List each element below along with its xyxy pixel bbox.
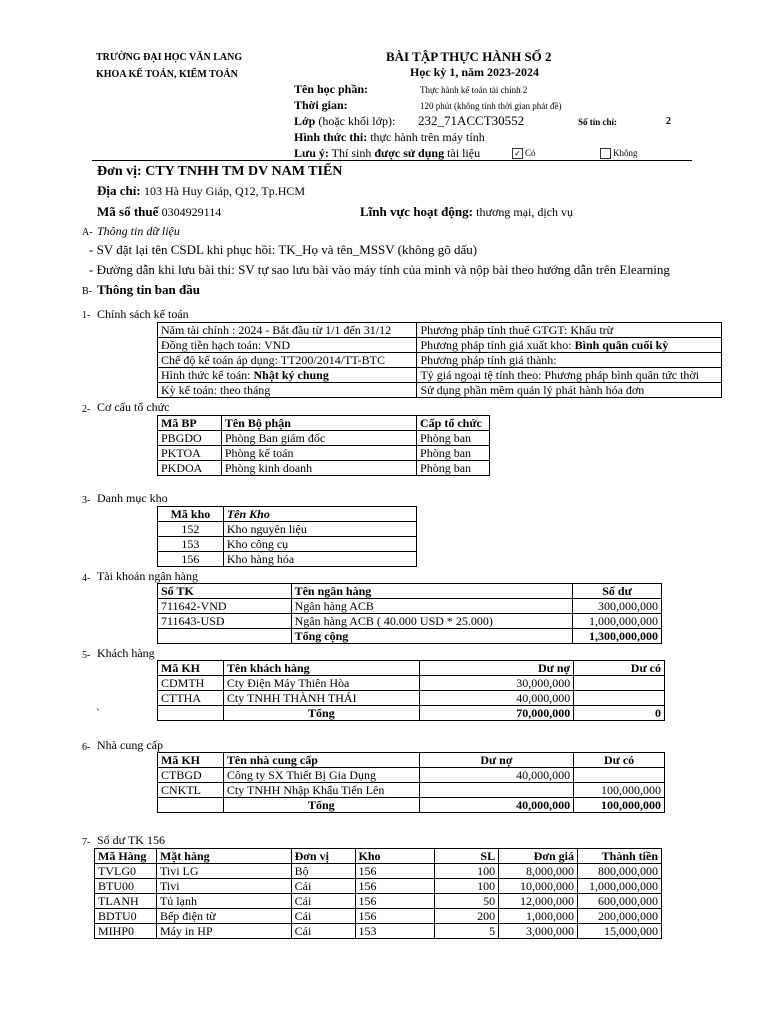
table-row [158, 676, 665, 691]
cell: Tủ lạnh [156, 894, 291, 909]
cell: Cái [291, 909, 355, 924]
total-credit: 0 [574, 706, 665, 721]
option-no-label: Không [613, 148, 638, 158]
cell: 711643-USD [158, 614, 292, 629]
total-credit: 100,000,000 [574, 798, 665, 813]
note-label: Lưu ý: [294, 146, 329, 160]
cell [158, 629, 292, 644]
cell: Máy in HP [156, 924, 291, 939]
class-label: Lớp [294, 114, 316, 128]
table-row [95, 909, 662, 924]
cell [158, 798, 224, 813]
cell: 100 [435, 879, 499, 894]
inventory-table [94, 848, 662, 939]
col-header: Tên ngân hàng [291, 584, 572, 599]
cell: Kho nguyên liệu [223, 522, 416, 537]
col-header: Tên Bộ phận [221, 416, 416, 431]
table-row [95, 894, 662, 909]
cell: 200 [435, 909, 499, 924]
table-row [158, 783, 665, 798]
s1-title: Chính sách kế toán [97, 307, 189, 321]
table-row [158, 431, 490, 446]
total-debit: 70,000,000 [419, 706, 574, 721]
customer-table [157, 660, 665, 721]
total-label: Tổng [223, 798, 419, 813]
cell: Cái [291, 924, 355, 939]
cell: 10,000,000 [499, 879, 578, 894]
cell: BTU00 [95, 879, 157, 894]
org-structure-table [157, 415, 490, 476]
cell: Cty Điện Máy Thiên Hòa [223, 676, 419, 691]
cell: 1,000,000 [499, 909, 578, 924]
note-post: tài liệu [447, 146, 481, 160]
s7-title: Số dư TK 156 [97, 833, 165, 847]
s3-num: 3- [82, 495, 91, 506]
note-line [294, 146, 480, 161]
exam-title: BÀI TẬP THỰC HÀNH SỐ 2 [386, 49, 552, 64]
table-row [158, 691, 665, 706]
cell: CDMTH [158, 676, 224, 691]
cell: CTBGD [158, 768, 224, 783]
cell: 300,000,000 [573, 599, 662, 614]
cell: Cái [291, 894, 355, 909]
table-row [158, 614, 662, 629]
cell: MIHP0 [95, 924, 157, 939]
table-header-row [158, 416, 490, 431]
cell: 40,000,000 [419, 691, 574, 706]
cell: Kho công cụ [223, 537, 416, 552]
cell: CTTHA [158, 691, 224, 706]
cell [574, 691, 665, 706]
s6-num: 6- [82, 742, 91, 753]
table-row [158, 338, 722, 353]
cell: PKDOA [158, 461, 222, 476]
table-total-row [158, 629, 662, 644]
cell: 1,000,000,000 [577, 879, 661, 894]
section-b-title: Thông tin ban đầu [97, 282, 200, 297]
accounting-policy-table [157, 322, 722, 398]
policy-label: Phương pháp tính giá xuất kho: [420, 338, 575, 352]
cell: Phòng kế toán [221, 446, 416, 461]
table-row [158, 461, 490, 476]
format-value: thực hành trên máy tính [370, 130, 485, 144]
table-header-row [158, 507, 417, 522]
col-header: Dư nợ [419, 753, 573, 768]
col-header: Đơn giá [499, 849, 578, 864]
cell: Ngân hàng ACB [291, 599, 572, 614]
col-header: Dư nợ [419, 661, 574, 676]
tax-label: Mã số thuế [97, 204, 159, 219]
cell: Bếp điện từ [156, 909, 291, 924]
cell: 40,000,000 [419, 768, 573, 783]
policy-cell: Phương pháp tính thuế GTGT: Khấu trừ [417, 323, 722, 338]
note-pre: Thí sinh [331, 146, 372, 160]
cell: 600,000,000 [577, 894, 661, 909]
cell: 1,000,000,000 [573, 614, 662, 629]
class-label-wrap [294, 114, 395, 129]
cell: 711642-VND [158, 599, 292, 614]
policy-cell: Năm tài chính : 2024 - Bắt đầu từ 1/1 đến 31/12 [158, 323, 417, 338]
col-header: SL [435, 849, 499, 864]
col-header: Mã KH [158, 753, 224, 768]
s6-title: Nhà cung cấp [97, 738, 163, 752]
table-row [95, 879, 662, 894]
credits-label: Số tín chỉ: [578, 117, 618, 127]
col-header: Mã kho [158, 507, 224, 522]
format-label: Hình thức thi: [294, 130, 368, 144]
cell: Phòng Ban giám đốc [221, 431, 416, 446]
address-value: 103 Hà Huy Giáp, Q12, Tp.HCM [143, 184, 306, 198]
cell: 153 [355, 924, 435, 939]
supplier-table [157, 752, 665, 813]
field-value: thương mại, dịch vụ [476, 205, 574, 219]
cell: 100,000,000 [574, 783, 665, 798]
cell: BDTU0 [95, 909, 157, 924]
s4-num: 4- [82, 573, 91, 584]
table-total-row [158, 706, 665, 721]
bank-account-table [157, 583, 662, 644]
table-header-row [158, 661, 665, 676]
table-header-row [158, 584, 662, 599]
cell [158, 706, 224, 721]
col-header: Tên khách hàng [223, 661, 419, 676]
option-yes-label: Có [525, 148, 536, 158]
col-header: Thành tiền [577, 849, 661, 864]
cell: Phòng ban [417, 461, 490, 476]
total-label: Tổng [223, 706, 419, 721]
unit-label: Đơn vị: [97, 164, 142, 179]
cell: 156 [355, 864, 435, 879]
table-header-row [95, 849, 662, 864]
policy-value: Bình quân cuối kỳ [574, 338, 669, 352]
stray-mark: ` [96, 706, 100, 720]
policy-cell: Phương pháp tính giá thành: [417, 353, 722, 368]
cell: 3,000,000 [499, 924, 578, 939]
cell: 152 [158, 522, 224, 537]
checkbox-empty-icon [600, 148, 611, 159]
table-row [158, 323, 722, 338]
cell: Công ty SX Thiết Bị Gia Dụng [223, 768, 419, 783]
address-line [97, 183, 305, 199]
warehouse-table [157, 506, 417, 567]
table-row [158, 522, 417, 537]
tax-value: 0304929114 [161, 205, 222, 219]
col-header: Mã KH [158, 661, 224, 676]
field-label: Lĩnh vực hoạt động: [360, 204, 473, 219]
s2-title: Cơ cấu tổ chức [97, 400, 170, 414]
col-header: Mã BP [158, 416, 222, 431]
cell: 800,000,000 [577, 864, 661, 879]
option-yes[interactable] [512, 148, 536, 159]
cell: 200,000,000 [577, 909, 661, 924]
policy-cell: Kỳ kế toán: theo tháng [158, 383, 417, 398]
policy-value: Nhật ký chung [253, 368, 329, 382]
total-value: 1,300,000,000 [573, 629, 662, 644]
tax-line [97, 204, 221, 220]
table-row [95, 924, 662, 939]
section-a-line1: - SV đặt lại tên CSDL khi phục hồi: TK_Họ và tên_MSSV (không gõ dấu) [89, 242, 478, 257]
cell: PKTOA [158, 446, 222, 461]
cell: PBGDO [158, 431, 222, 446]
cell: Phòng ban [417, 431, 490, 446]
col-header: Tên Kho [223, 507, 416, 522]
table-row [95, 864, 662, 879]
col-header: Cấp tổ chức [417, 416, 490, 431]
table-row [158, 599, 662, 614]
cell: 153 [158, 537, 224, 552]
cell: Cái [291, 879, 355, 894]
unit-line [97, 164, 342, 180]
section-a-marker: A- [82, 227, 93, 238]
option-no[interactable] [600, 148, 638, 159]
cell: 156 [158, 552, 224, 567]
header-divider [92, 160, 692, 161]
checkbox-checked-icon: ✓ [512, 148, 523, 159]
course-value: Thực hành kế toán tài chính 2 [420, 85, 528, 95]
col-header: Dư có [574, 753, 665, 768]
cell: 30,000,000 [419, 676, 574, 691]
section-a-title: Thông tin dữ liệu [97, 224, 180, 238]
address-label: Địa chỉ: [97, 183, 141, 198]
cell: 156 [355, 909, 435, 924]
total-label: Tổng cộng [291, 629, 572, 644]
cell: Bộ [291, 864, 355, 879]
course-label: Tên học phần: [294, 82, 369, 96]
field-line [360, 204, 573, 220]
unit-value: CTY TNHH TM DV NAM TIẾN [145, 164, 343, 179]
cell: 100 [435, 864, 499, 879]
cell: Tivi [156, 879, 291, 894]
time-label: Thời gian: [294, 98, 348, 112]
table-row [158, 368, 722, 383]
faculty-name: KHOA KẾ TOÁN, KIỂM TOÁN [96, 69, 238, 80]
cell [419, 783, 573, 798]
col-header: Tên nhà cung cấp [223, 753, 419, 768]
policy-cell: Sử dụng phần mềm quản lý phát hành hóa đơn [417, 383, 722, 398]
table-row [158, 353, 722, 368]
cell: CNKTL [158, 783, 224, 798]
cell: 50 [435, 894, 499, 909]
policy-cell: Tỷ giá ngoại tệ tính theo: Phương pháp bình quân tức thời [417, 368, 722, 383]
cell: Cty TNHH THÀNH THÁI [223, 691, 419, 706]
table-row [158, 552, 417, 567]
time-value: 120 phút (không tính thời gian phát đề) [420, 101, 562, 111]
policy-cell: Chế độ kế toán áp dụng: TT200/2014/TT-BTC [158, 353, 417, 368]
cell: TLANH [95, 894, 157, 909]
cell [574, 676, 665, 691]
note-bold: được sử dụng [374, 146, 445, 160]
section-a-line2: - Đường dẫn khi lưu bài thi: SV tự sao lưu bài vào máy tính của mình và nộp bài theo hướng dẫn trên Elearning [89, 262, 670, 277]
school-name: TRƯỜNG ĐẠI HỌC VĂN LANG [96, 52, 243, 63]
col-header: Kho [355, 849, 435, 864]
cell: Phòng kinh doanh [221, 461, 416, 476]
cell: 156 [355, 879, 435, 894]
cell: 5 [435, 924, 499, 939]
exam-term: Học kỳ 1, năm 2023-2024 [410, 65, 539, 79]
section-b-marker: B- [82, 286, 92, 297]
table-row [158, 446, 490, 461]
col-header: Dư có [574, 661, 665, 676]
cell: TVLG0 [95, 864, 157, 879]
s1-num: 1- [82, 310, 91, 321]
col-header: Mã Hàng [95, 849, 157, 864]
cell: 156 [355, 894, 435, 909]
cell [574, 768, 665, 783]
s4-title: Tài khoản ngân hàng [97, 569, 198, 583]
cell: 15,000,000 [577, 924, 661, 939]
cell: Ngân hàng ACB ( 40.000 USD * 25.000) [291, 614, 572, 629]
s5-title: Khách hàng [97, 646, 155, 660]
cell: Kho hàng hóa [223, 552, 416, 567]
col-header: Mặt hàng [156, 849, 291, 864]
cell: 8,000,000 [499, 864, 578, 879]
table-row [158, 768, 665, 783]
table-header-row [158, 753, 665, 768]
policy-cell [417, 338, 722, 353]
policy-label: Hình thức kế toán: [161, 368, 254, 382]
policy-cell: Đồng tiền hạch toán: VND [158, 338, 417, 353]
cell: Tivi LG [156, 864, 291, 879]
table-row [158, 383, 722, 398]
table-total-row [158, 798, 665, 813]
s7-num: 7- [82, 837, 91, 848]
cell: Cty TNHH Nhập Khẩu Tiến Lên [223, 783, 419, 798]
col-header: Số dư [573, 584, 662, 599]
class-label-note: (hoặc khối lớp): [318, 114, 396, 128]
format-line [294, 130, 485, 145]
cell: 12,000,000 [499, 894, 578, 909]
total-debit: 40,000,000 [419, 798, 573, 813]
policy-cell [158, 368, 417, 383]
s2-num: 2- [82, 404, 91, 415]
cell: Phòng ban [417, 446, 490, 461]
col-header: Đơn vị [291, 849, 355, 864]
s3-title: Danh mục kho [97, 491, 168, 505]
table-row [158, 537, 417, 552]
credits-value: 2 [666, 116, 671, 127]
class-value: 232_71ACCT30552 [418, 113, 525, 128]
col-header: Số TK [158, 584, 292, 599]
s5-num: 5- [82, 650, 91, 661]
